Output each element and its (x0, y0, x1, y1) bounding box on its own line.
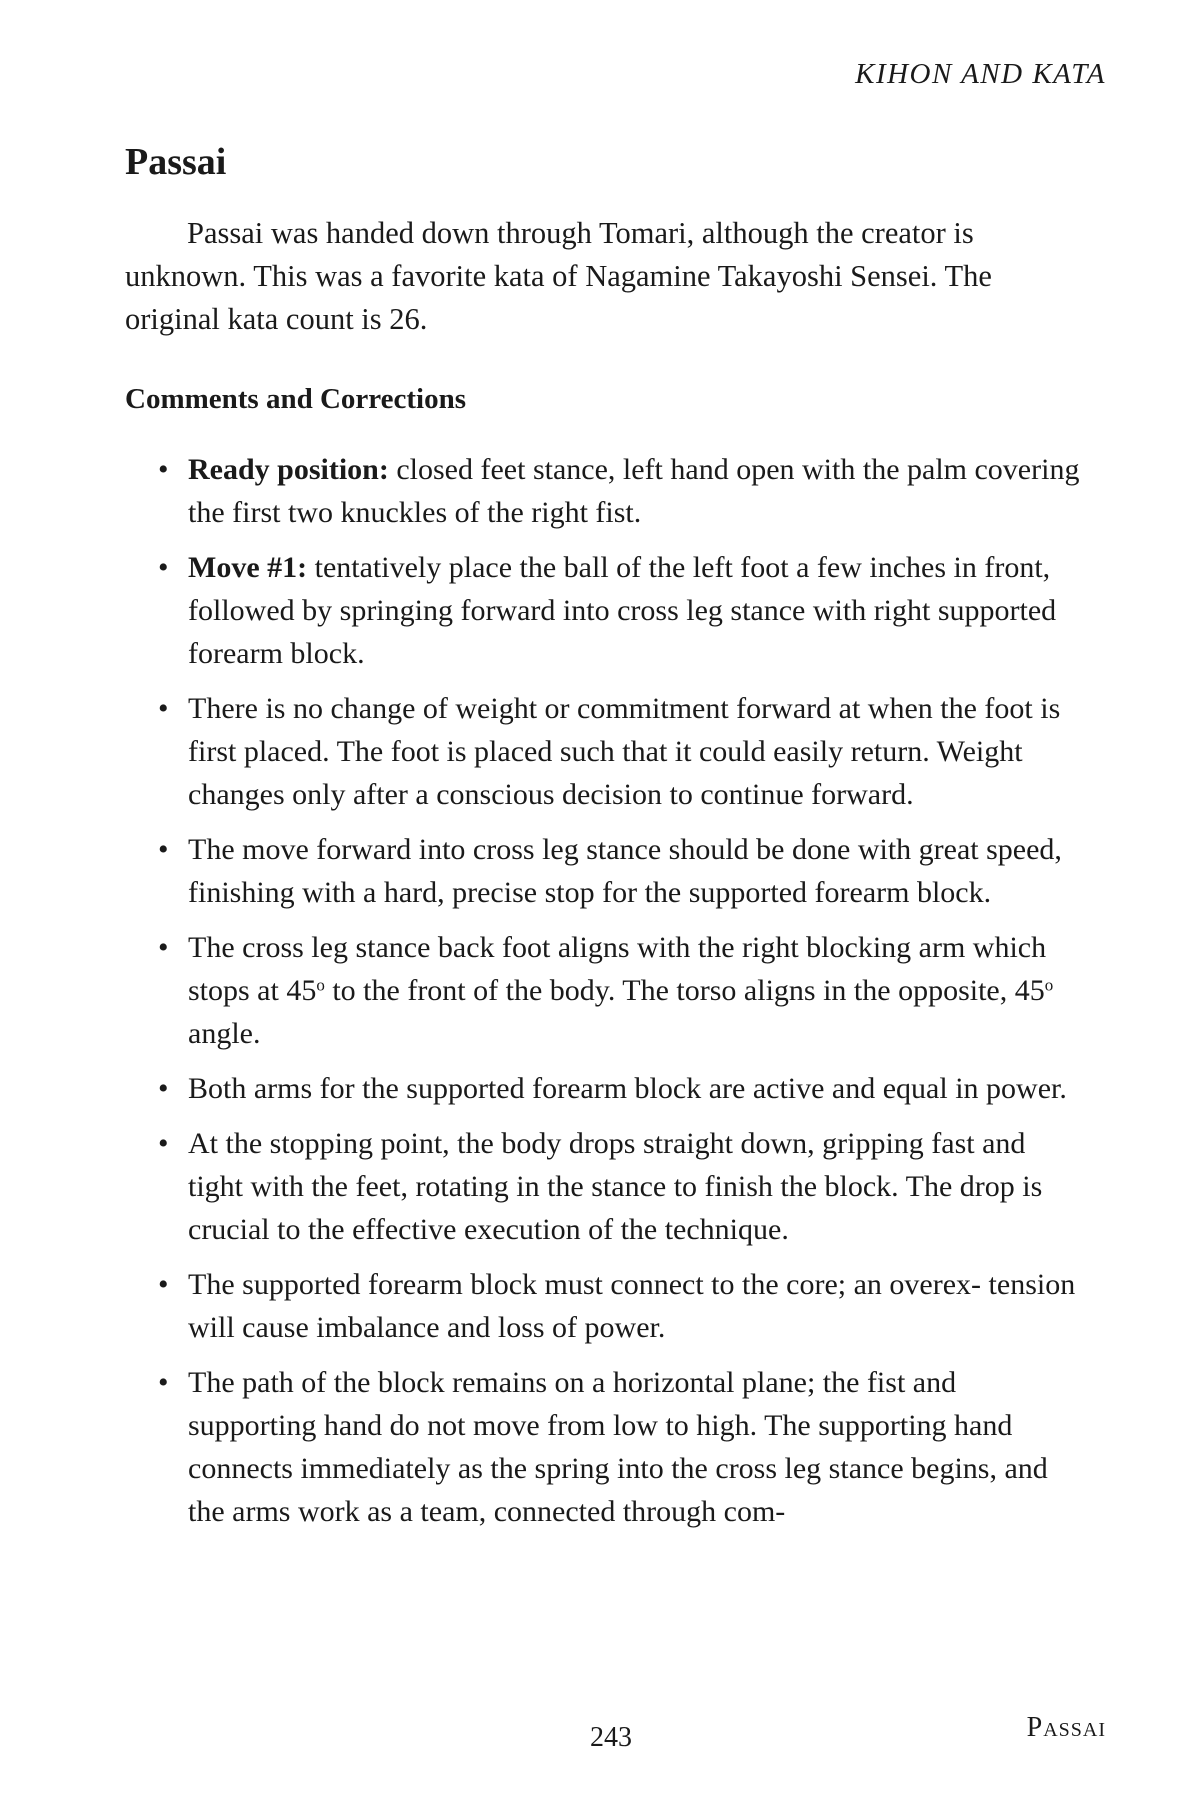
subsection-title: Comments and Corrections (125, 383, 466, 415)
bullet-icon: • (158, 833, 169, 866)
item-text: closed feet stance, left hand open with the palm covering the first two knuckles of the right fist. (188, 453, 1080, 529)
list-item (125, 1263, 1085, 1349)
list-item (125, 926, 1085, 1055)
comments-list (125, 448, 1085, 1545)
item-lead: Move #1: (188, 551, 308, 584)
section-title: Passai (125, 141, 227, 183)
degree-symbol: o (316, 975, 325, 995)
bullet-icon: • (158, 692, 169, 725)
item-text: angle. (188, 1017, 261, 1050)
list-item (125, 448, 1085, 534)
running-head: KIHON AND KATA (855, 58, 1106, 90)
bullet-icon: • (158, 1127, 169, 1160)
list-item (125, 546, 1085, 675)
bullet-icon: • (158, 1366, 169, 1399)
item-text: tentatively place the ball of the left foot a few inches in front, followed by springing forward into cross leg stance with right supported forearm block. (188, 551, 1057, 670)
item-text: Both arms for the supported forearm block are active and equal in power. (188, 1072, 1067, 1105)
list-item (125, 828, 1085, 914)
item-text: There is no change of weight or commitment forward at when the foot is first placed. The foot is placed such that it could easily return. Weight changes only after a conscious decision to continue forward. (188, 692, 1061, 811)
bullet-icon: • (158, 1072, 169, 1105)
bullet-icon: • (158, 453, 169, 486)
item-text: The move forward into cross leg stance should be done with great speed, finishing with a hard, precise stop for the supported forearm block. (188, 833, 1062, 909)
page-number: 243 (590, 1722, 632, 1753)
list-item (125, 1122, 1085, 1251)
item-lead: Ready position: (188, 453, 389, 486)
list-item (125, 1361, 1085, 1533)
bullet-icon: • (158, 931, 169, 964)
list-item (125, 1067, 1085, 1110)
bullet-icon: • (158, 1268, 169, 1301)
item-text: At the stopping point, the body drops straight down, gripping fast and tight with the feet, rotating in the stance to finish the block. The drop is crucial to the effective execution of the technique. (188, 1127, 1043, 1246)
item-text: The supported forearm block must connect to the core; an overex- tension will cause imbalance and loss of power. (188, 1268, 1076, 1344)
item-text: The cross leg stance back foot aligns with the right blocking arm which stops at 45 (188, 931, 1047, 1007)
bullet-icon: • (158, 551, 169, 584)
degree-symbol: o (1044, 975, 1054, 995)
list-item (125, 687, 1085, 816)
intro-paragraph: Passai was handed down through Tomari, although the creator is unknown. This was a favorite kata of Nagamine Takayoshi Sensei. The original kata count is 26. (125, 216, 992, 336)
running-foot: Passai (1026, 1712, 1106, 1743)
item-text: The path of the block remains on a horizontal plane; the fist and supporting hand do not move from low to high. The supporting hand connects immediately as the spring into the cross leg stance begins, and the arms work as a team, connected through com- (188, 1366, 1048, 1528)
item-text: to the front of the body. The torso aligns in the opposite, 45 (324, 974, 1045, 1007)
